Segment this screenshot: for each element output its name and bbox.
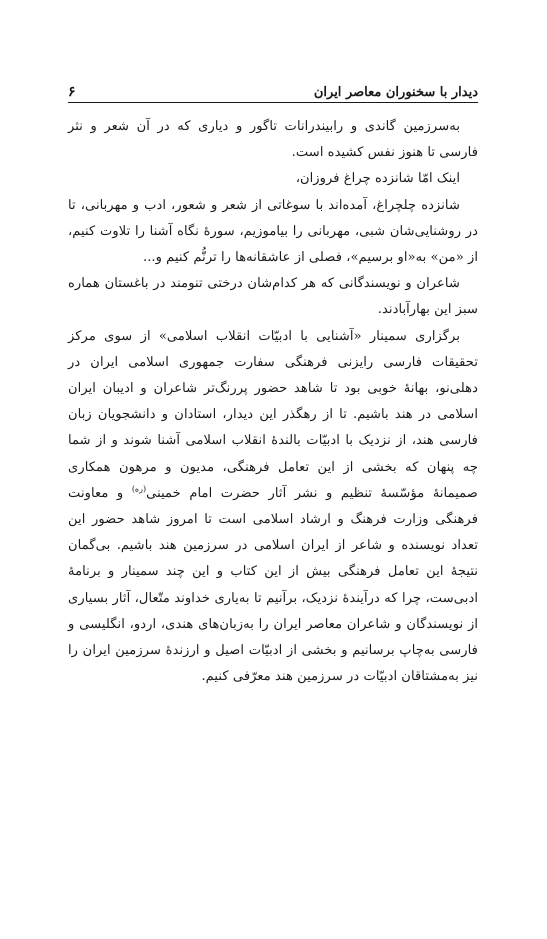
paragraph-5-tail: و معاونت فرهنگی وزارت فرهنگ و ارشاد اسلامی است تا امروز شاهد حضور این تعداد نویسنده و شاعر از ایران اسلامی در سرزمین هند باشیم. بی‌گمان نتیجهٔ این تعامل فرهنگی بیش از این کتاب و این چند سمینار و برنامهٔ ادبی‌ست، چرا که درآیندهٔ نزدیک، برآنیم تا به‌یاری خداوند متّعال، آثار بسیاری از نویسندگان و شاعران معاصر ایران را به‌زبان‌های هندی، اردو، انگلیسی و فارسی به‌چاپ برسانیم و بخشی از ادبیّات اصیل و ارزندهٔ سرزمین ایران را نیز به‌مشتاقان ادبیّات در سرزمین هند معرّفی کنیم. xyxy=(68,485,478,685)
paragraph-2: اینک امّا شانزده چراغ فروزان، xyxy=(295,171,460,187)
running-header xyxy=(68,78,478,103)
paragraph-3: شانزده چلچراغ، آمده‌اند با سوغاتی از شعر و شعور، ادب و مهربانی، تا در روشنایی‌شان شبی، مهربانی را بیاموزیم، سورهٔ نگاه آشنا را تلاوت کنیم، از «من» به«او برسیم»، فصلی از عاشقانه‌ها را ترنُّم کنیم و... xyxy=(68,197,478,266)
book-page xyxy=(68,78,478,690)
honorific-mark: (ره) xyxy=(131,484,147,494)
paragraph-4: شاعران و نویسندگانی که هر کدام‌شان درختی تنومند در باغستان هماره سبز این بهارآبادند. xyxy=(68,276,478,318)
running-title: دیدار با سخنوران معاصر ایران xyxy=(313,85,478,100)
body-text xyxy=(68,114,478,690)
paragraph-1: به‌سرزمین گاندی و رابیندرانات تاگور و دیاری که در آن شعر و نثر فارسی تا هنوز نفس کشیده است. xyxy=(68,119,478,161)
page-number: ۶ xyxy=(68,84,76,100)
paragraph-5-head: برگزاری سمینار «آشنایی با ادبیّات انقلاب اسلامی» از سوی مرکز تحقیقات فارسی رایزنی فرهنگی سفارت جمهوری اسلامی ایران در دهلی‌نو، بهانهٔ خوبی بود تا شاهد حضور پررنگ‌تر شاعران و ادیبان ایران اسلامی در هند باشیم. تا از رهگذر این دیدار، استادان و دانشجویان زبان فارسی هند، از نزدیک با ادبیّات بالندهٔ انقلاب اسلامی آشنا شوند و از شما چه پنهان که بخشی از این تعامل فرهنگی، مدیون و مرهون همکاری صمیمانهٔ مؤسّسهٔ تنظیم و نشر آثار حضرت امام خمینی xyxy=(68,328,479,501)
paragraph-5 xyxy=(68,324,478,691)
